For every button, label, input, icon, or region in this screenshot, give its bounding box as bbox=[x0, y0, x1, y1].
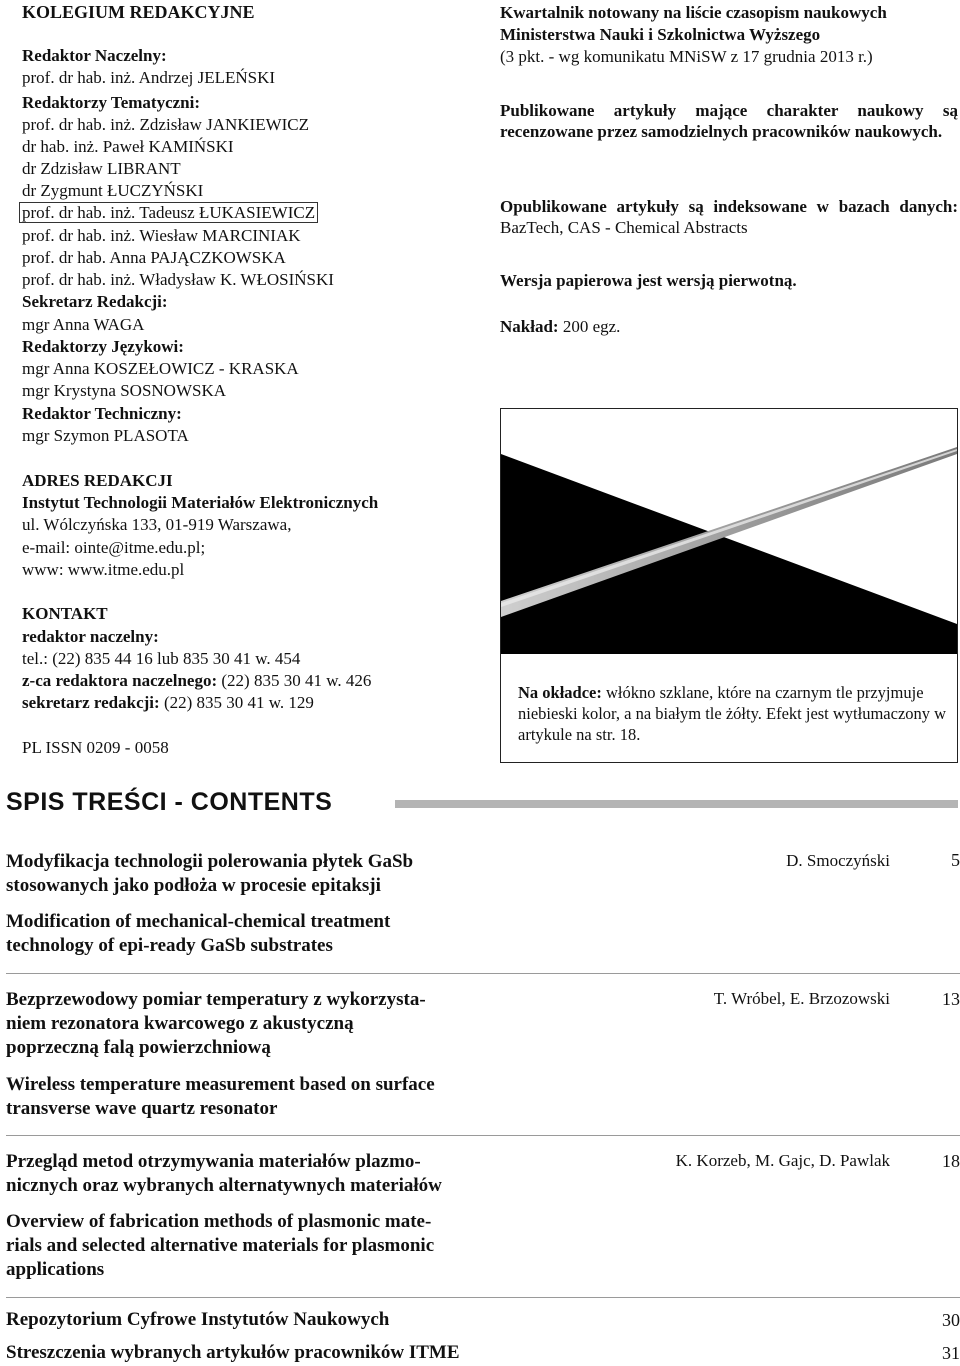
peer-review-note: Publikowane artykuły mające charakter naukowy są recenzowane przez samodzielnych pracowników naukowych. bbox=[500, 101, 958, 141]
ranking-line-2: Ministerstwa Nauki i Szkolnictwa Wyższego bbox=[500, 25, 821, 44]
language-editor: mgr Anna KOSZEŁOWICZ - KRASKA bbox=[22, 359, 299, 378]
toc-title-line: applications bbox=[6, 1259, 105, 1280]
contact-secretary-label: sekretarz redakcji: bbox=[22, 693, 160, 712]
paper-version-note: Wersja papierowa jest wersją pierwotną. bbox=[500, 271, 797, 290]
editor-in-chief: prof. dr hab. inż. Andrzej JELEŃSKI bbox=[22, 68, 276, 87]
toc-title-line: transverse wave quartz resonator bbox=[6, 1098, 278, 1119]
board-heading: KOLEGIUM REDAKCYJNE bbox=[22, 2, 255, 22]
thematic-editor: prof. dr hab. Anna PAJĄCZKOWSKA bbox=[22, 248, 286, 267]
contact-secretary bbox=[22, 692, 314, 713]
toc-title-pl bbox=[6, 988, 566, 1060]
cover-caption-label: Na okładce: bbox=[518, 683, 602, 702]
address-www: www: www.itme.edu.pl bbox=[22, 560, 185, 579]
secretary: mgr Anna WAGA bbox=[22, 315, 145, 334]
cover-caption-text: włókno szklane, które na czarnym tle przyjmuje niebieski kolor, a na białym tle żółty. Efekt jest wytłumaczony w artykule na str. 18. bbox=[518, 683, 947, 744]
toc-page-number: 5 bbox=[951, 850, 960, 870]
thematic-editor-highlighted: prof. dr hab. inż. Tadeusz ŁUKASIEWICZ bbox=[22, 203, 316, 222]
address-street: ul. Wólczyńska 133, 01-919 Warszawa, bbox=[22, 515, 292, 534]
secretary-label: Sekretarz Redakcji: bbox=[22, 292, 168, 311]
toc-page-number: 13 bbox=[942, 989, 960, 1009]
toc-page-number: 18 bbox=[942, 1151, 960, 1171]
contact-deputy-label: z-ca redaktora naczelnego: bbox=[22, 671, 218, 690]
toc-page-number: 30 bbox=[942, 1310, 960, 1330]
toc-separator bbox=[6, 1297, 960, 1298]
technical-editor-label: Redaktor Techniczny: bbox=[22, 404, 182, 423]
thematic-editor: prof. dr hab. inż. Zdzisław JANKIEWICZ bbox=[22, 115, 310, 134]
contact-deputy-phone: (22) 835 30 41 w. 426 bbox=[217, 671, 372, 690]
toc-title-line: rials and selected alternative materials for plasmonic bbox=[6, 1235, 435, 1256]
toc-separator bbox=[6, 973, 960, 974]
toc-title: Repozytorium Cyfrowe Instytutów Naukowych bbox=[6, 1309, 390, 1330]
toc-title-line: Modyfikacja technologii polerowania płytek GaSb bbox=[6, 851, 414, 872]
toc-author: K. Korzeb, M. Gajc, D. Pawlak bbox=[675, 1151, 890, 1170]
contact-deputy bbox=[22, 670, 371, 691]
address-institute: Instytut Technologii Materiałów Elektronicznych bbox=[22, 493, 379, 512]
toc-title-en bbox=[6, 1210, 566, 1282]
language-editors-label: Redaktorzy Językowi: bbox=[22, 337, 184, 356]
indexing-databases: BazTech, CAS - Chemical Abstracts bbox=[500, 218, 748, 237]
toc-title: Streszczenia wybranych artykułów pracowników ITME bbox=[6, 1342, 460, 1363]
contents-heading-rule bbox=[395, 800, 958, 808]
toc-title-pl bbox=[6, 1150, 566, 1198]
language-editor: mgr Krystyna SOSNOWSKA bbox=[22, 381, 226, 400]
contents-heading: SPIS TREŚCI - CONTENTS bbox=[6, 788, 333, 816]
thematic-editor: prof. dr hab. inż. Władysław K. WŁOSIŃSKI bbox=[22, 270, 334, 289]
toc-title-line: Wireless temperature measurement based on surface bbox=[6, 1074, 435, 1095]
contact-secretary-phone: (22) 835 30 41 w. 129 bbox=[159, 693, 314, 712]
toc-title-line: stosowanych jako podłoża w procesie epitaksji bbox=[6, 875, 381, 896]
contact-editor-phone: tel.: (22) 835 44 16 lub 835 30 41 w. 454 bbox=[22, 649, 301, 668]
cover-image-glass-fiber bbox=[501, 409, 957, 654]
toc-author: T. Wróbel, E. Brzozowski bbox=[713, 989, 890, 1008]
contact-heading: KONTAKT bbox=[22, 604, 108, 623]
thematic-editor: prof. dr hab. inż. Wiesław MARCINIAK bbox=[22, 226, 301, 245]
indexing-note bbox=[500, 196, 958, 238]
thematic-editors-label: Redaktorzy Tematyczni: bbox=[22, 93, 201, 112]
toc-title-line: poprzeczną falą powierzchniową bbox=[6, 1037, 271, 1058]
toc-title-line: Overview of fabrication methods of plasmonic mate- bbox=[6, 1211, 432, 1232]
toc-title-line: Przegląd metod otrzymywania materiałów plazmo- bbox=[6, 1151, 421, 1172]
indexing-label: Opublikowane artykuły są indeksowane w bazach danych: bbox=[500, 197, 958, 216]
thematic-editor: dr Zdzisław LIBRANT bbox=[22, 159, 181, 178]
circulation-label: Nakład: bbox=[500, 317, 559, 336]
ranking-line-3: (3 pkt. - wg komunikatu MNiSW z 17 grudnia 2013 r.) bbox=[500, 47, 873, 66]
issn: PL ISSN 0209 - 0058 bbox=[22, 738, 169, 757]
circulation bbox=[500, 316, 958, 337]
address-heading: ADRES REDAKCJI bbox=[22, 471, 173, 490]
toc-title-line: Bezprzewodowy pomiar temperatury z wykorzysta- bbox=[6, 989, 426, 1010]
contact-editor-label: redaktor naczelny: bbox=[22, 627, 159, 646]
cover-caption bbox=[518, 682, 948, 745]
toc-title-line: niem rezonatora kwarcowego z akustyczną bbox=[6, 1013, 354, 1034]
toc-separator bbox=[6, 1135, 960, 1136]
editor-in-chief-label: Redaktor Naczelny: bbox=[22, 46, 167, 65]
toc-title-line: technology of epi-ready GaSb substrates bbox=[6, 935, 333, 956]
toc-title-line: Modification of mechanical-chemical treatment bbox=[6, 911, 391, 932]
toc-title-pl bbox=[6, 850, 566, 898]
thematic-editor: dr hab. inż. Paweł KAMIŃSKI bbox=[22, 137, 234, 156]
thematic-editor: dr Zygmunt ŁUCZYŃSKI bbox=[22, 181, 204, 200]
address-email: e-mail: ointe@itme.edu.pl; bbox=[22, 538, 206, 557]
ranking-line-1: Kwartalnik notowany na liście czasopism naukowych bbox=[500, 3, 887, 22]
toc-author: D. Smoczyński bbox=[786, 851, 890, 870]
toc-page-number: 31 bbox=[942, 1343, 960, 1363]
circulation-value: 200 egz. bbox=[558, 317, 621, 336]
toc-title-line: nicznych oraz wybranych alternatywnych materiałów bbox=[6, 1175, 442, 1196]
toc-title-en bbox=[6, 1073, 566, 1121]
toc-title-en bbox=[6, 910, 566, 958]
technical-editor: mgr Szymon PLASOTA bbox=[22, 426, 189, 445]
